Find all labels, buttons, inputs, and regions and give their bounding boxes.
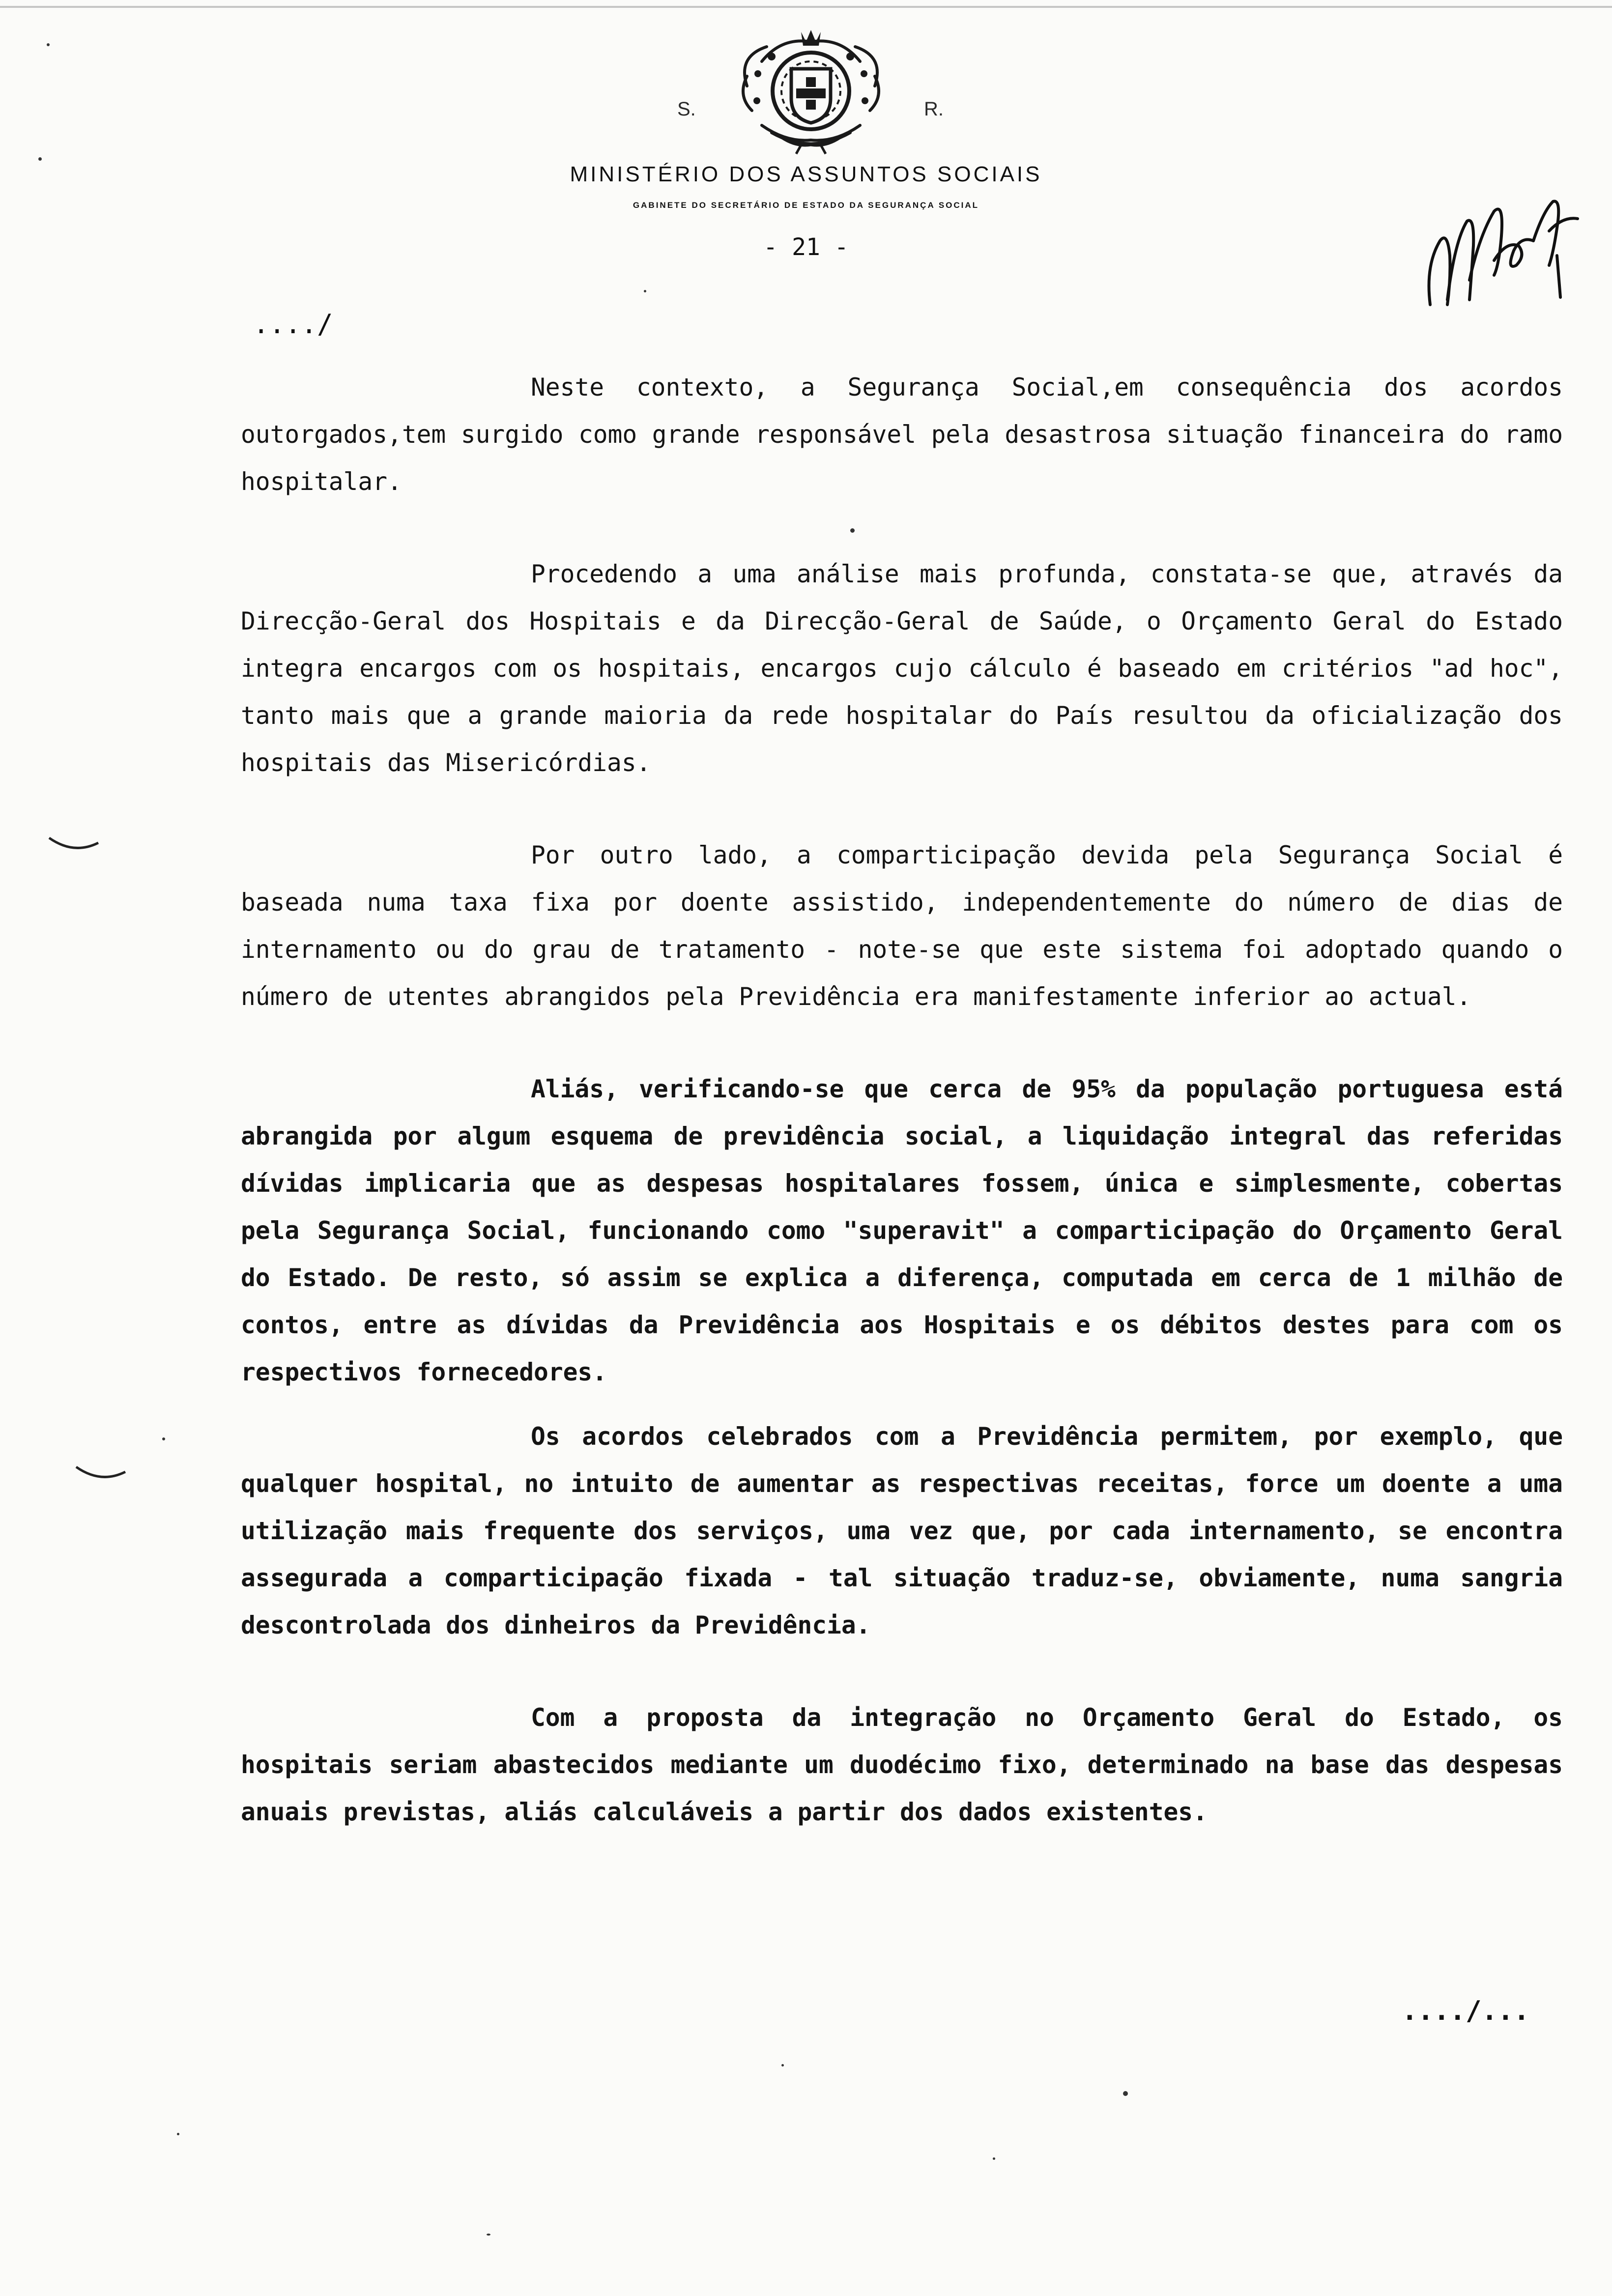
speck [1123,2091,1128,2096]
paragraph: Neste contexto, a Segurança Social,em consequência dos acordos outorgados,tem surgido como grande responsável pela desastrosa situação financeira do ramo hospitalar. [241,373,1563,496]
speck [781,2064,784,2066]
speck [850,528,855,533]
speck [644,290,646,292]
handwritten-signature [1420,182,1587,319]
speck [162,1437,165,1440]
paragraph: Os acordos celebrados com a Previdência permitem, por exemplo, que qualquer hospital, no intuito de aumentar as respectivas receitas, force um doente a uma utilização mais frequente dos serviços, uma vez que, por cada internamento, se encontra assegurada a comparticipação fixada - tal situação traduz-se, obviamente, numa sangria descontrolada dos dinheiros da Previdência. [241,1422,1563,1639]
speck [177,2133,179,2135]
monogram-right: R. [924,98,944,120]
ministry-title: MINISTÉRIO DOS ASSUNTOS SOCIAIS [570,162,1042,186]
speck [993,2157,995,2160]
paragraph: Por outro lado, a comparticipação devida pela Segurança Social é baseada numa taxa fixa por doente assistido, independentemente do número de dias de internamento ou do grau de tratamento - note-se que este sistema foi adoptado quando o número de utentes abrangidos pela Previdência era manifestamente inferior ao actual. [241,841,1563,1011]
paragraph: Com a proposta da integração no Orçamento Geral do Estado, os hospitais seriam abastecidos mediante um duodécimo fixo, determinado na base das despesas anuais previstas, aliás calculáveis a partir dos dados existentes. [241,1703,1563,1826]
body-text [241,364,1563,1836]
cabinet-subtitle: GABINETE DO SECRETÁRIO DE ESTADO DA SEGURANÇA SOCIAL [633,201,979,210]
speck [487,2234,490,2236]
end-continuation-mark: ..../... [1402,1995,1530,2026]
page-number: - 21 - [763,233,849,261]
scan-mark [44,833,103,858]
continuation-mark: ..../ [253,309,333,340]
monogram-left: S. [677,98,696,120]
scan-mark [71,1462,130,1487]
letterhead [0,0,1612,275]
speck [38,157,42,161]
paragraph: Procedendo a uma análise mais profunda, constata-se que, através da Direcção-Geral dos Hospitais e da Direcção-Geral de Saúde, o Orçamento Geral do Estado integra encargos com os hospitais, encargos cujo cálculo é baseado em critérios "ad hoc", tanto mais que a grande maioria da rede hospitalar do País resultou da oficialização dos hospitais das Misericórdias. [241,560,1563,777]
paragraph: Aliás, verificando-se que cerca de 95% da população portuguesa está abrangida por algum esquema de previdência social, a liquidação integral das referidas dívidas implicaria que as despesas hospitalares fossem, única e simplesmente, cobertas pela Segurança Social, funcionando como "superavit" a comparticipação do Orçamento Geral do Estado. De resto, só assim se explica a diferença, computada em cerca de 1 milhão de contos, entre as dívidas da Previdência aos Hospitais e os débitos destes para com os respectivos fornecedores. [241,1075,1563,1386]
coat-of-arms-icon [727,27,894,155]
speck [47,43,50,46]
